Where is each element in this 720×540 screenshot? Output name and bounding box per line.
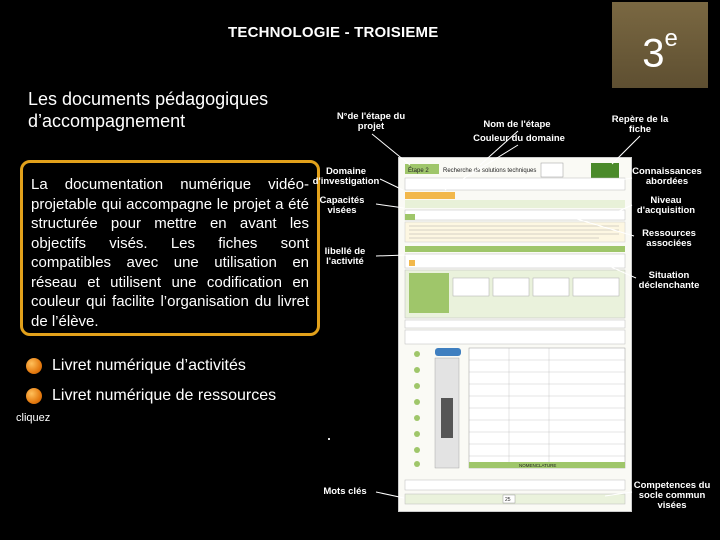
numbered-dots xyxy=(414,351,420,467)
grade-suffix: e xyxy=(664,25,678,52)
sheet-page-number: 25 xyxy=(505,497,511,503)
grade-number: 3 xyxy=(642,31,665,76)
description-text: La documentation numérique vidéo-projetable qui accompagne le projet a été structurée pour mettre en avant les objectifs visés. Les fiches sont compatibles avec une utilisation en réseau et utilisent une codification en couleur qui facilite l’organisation du livret de l’élève. xyxy=(31,176,309,330)
stray-dot xyxy=(328,438,330,440)
orange-bullet-icon xyxy=(26,358,42,374)
sheet-nom: Recherche de solutions techniques xyxy=(443,168,537,174)
link-livret-ressources[interactable] xyxy=(26,387,276,405)
sheet-etape: Étape 2 xyxy=(408,168,429,174)
orange-bullet-icon xyxy=(26,388,42,404)
annotation-niveau: Niveau d'acquisition xyxy=(636,195,696,216)
sheet-nomenclature: NOMENCLATURE xyxy=(519,463,557,468)
link-label: Livret numérique de ressources xyxy=(52,387,277,404)
description-box xyxy=(20,160,320,336)
page-title: TECHNOLOGIE - TROISIEME xyxy=(228,24,439,41)
cliquez-hint: cliquez xyxy=(16,412,51,424)
sheet-drawing xyxy=(399,158,631,511)
annotation-repere-fiche: Repère de la fiche xyxy=(611,114,669,135)
annotation-couleur-domaine: Couleur du domaine xyxy=(473,133,565,144)
annotation-numero-etape: N°de l'étape du projet xyxy=(336,111,406,132)
annotation-situation: Situation déclenchante xyxy=(638,270,700,291)
annotation-capacites: Capacités visées xyxy=(319,195,365,216)
annotation-domaine: Domaine d'investigation xyxy=(312,166,380,187)
annotation-connaissances: Connaissances abordées xyxy=(632,166,702,187)
annotation-ressources: Ressources associées xyxy=(642,228,696,249)
grade-badge xyxy=(612,2,708,88)
annotation-nom-etape: Nom de l'étape xyxy=(483,119,551,130)
annotation-libelle: libellé de l'activité xyxy=(324,246,366,267)
link-livret-activites[interactable] xyxy=(26,357,246,375)
annotation-mots-cles: Mots clés xyxy=(323,486,367,497)
activity-sheet-thumbnail xyxy=(398,157,632,512)
section-title: Les documents pédagogiques d’accompagnement xyxy=(28,89,269,131)
annotation-competences: Competences du socle commun visées xyxy=(633,480,711,511)
link-label: Livret numérique d’activités xyxy=(52,357,246,374)
